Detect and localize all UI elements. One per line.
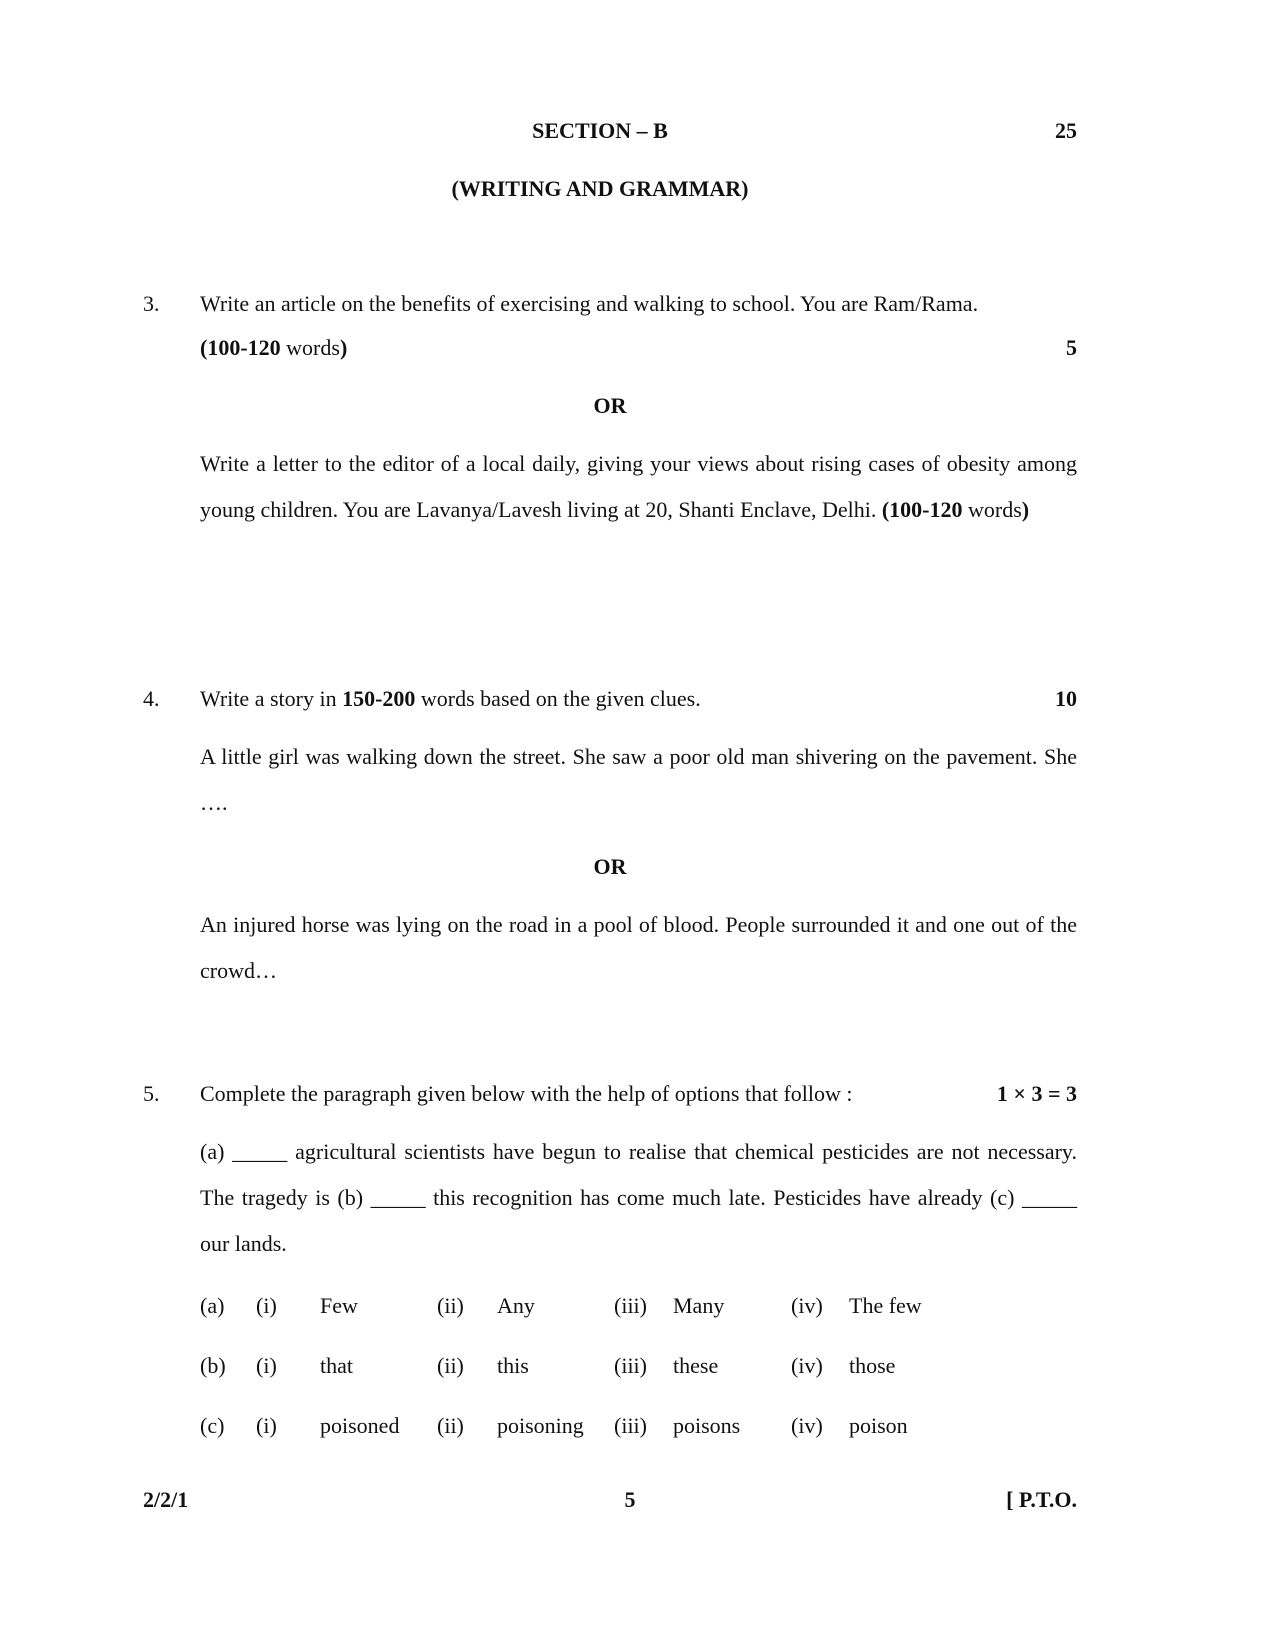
option-iii-text: Many — [673, 1293, 725, 1318]
q3-marks: 5 — [1066, 335, 1077, 360]
q4-text — [200, 686, 701, 712]
q3-word-close: ) — [339, 335, 348, 360]
option-iv-marker: (iv) — [791, 1353, 823, 1378]
option-iii-marker: (iii) — [614, 1353, 647, 1378]
q4-marks: 10 — [1055, 686, 1077, 711]
option-iv-marker: (iv) — [791, 1293, 823, 1318]
q3-text: Write an article on the benefits of exercising and walking to school. You are Ram/Rama. — [200, 291, 979, 316]
q3-alt-word-count: (100-120 — [881, 497, 963, 522]
q4-text-pre: Write a story in — [200, 686, 343, 711]
q3-word-count: (100-120 — [200, 335, 281, 360]
option-iv-text: poison — [849, 1413, 908, 1438]
option-ii-text: this — [497, 1353, 529, 1378]
q4-or: OR — [593, 854, 627, 879]
option-iv-text: The few — [849, 1293, 922, 1318]
option-i-text: poisoned — [320, 1413, 400, 1438]
page-number: 5 — [624, 1487, 636, 1512]
option-i-marker: (i) — [256, 1413, 277, 1438]
q5-text: Complete the paragraph given below with the help of options that follow : — [200, 1081, 853, 1106]
q5-number: 5. — [143, 1081, 160, 1106]
option-i-marker: (i) — [256, 1353, 277, 1378]
q4-word-count: 150-200 — [342, 686, 416, 711]
option-iv-marker: (iv) — [791, 1413, 823, 1438]
option-i-marker: (i) — [256, 1293, 277, 1318]
q5-paragraph: (a) _____ agricultural scientists have begun to realise that chemical pesticides are not necessary. The tragedy is (b) _____ this recognition has come much late. Pesticides have already (c) _____ our lands. — [200, 1139, 1077, 1256]
q4-clue-2: An injured horse was lying on the road in a pool of blood. People surrounded it and one out of the crowd… — [200, 912, 1077, 983]
section-marks: 25 — [1055, 118, 1077, 143]
option-ii-marker: (ii) — [437, 1413, 464, 1438]
q3-alt-word-close: ) — [1021, 497, 1030, 522]
q3-or: OR — [593, 393, 627, 418]
q3-alt-text: Write a letter to the editor of a local daily, giving your views about rising cases of obesity among young children. You are Lavanya/Lavesh living at 20, Shanti Enclave, Delhi. — [200, 451, 1077, 522]
q3-alternative — [200, 441, 1077, 533]
option-ii-marker: (ii) — [437, 1353, 464, 1378]
q4-clue-1: A little girl was walking down the street. She saw a poor old man shivering on the pavement. She …. — [200, 744, 1077, 815]
section-title: SECTION – B — [532, 118, 668, 143]
option-row-label: (a) — [200, 1293, 225, 1318]
option-iii-text: poisons — [673, 1413, 741, 1438]
q3-word-limit — [200, 335, 347, 361]
q3-word-unit: words — [280, 335, 340, 360]
q4-text-post: words based on the given clues. — [415, 686, 701, 711]
option-ii-marker: (ii) — [437, 1293, 464, 1318]
section-subtitle: (WRITING AND GRAMMAR) — [451, 176, 749, 201]
option-iv-text: those — [849, 1353, 896, 1378]
option-ii-text: poisoning — [497, 1413, 584, 1438]
q5-marks: 1 × 3 = 3 — [996, 1081, 1077, 1106]
q3-number: 3. — [143, 291, 160, 316]
q3-alt-word-unit: words — [962, 497, 1022, 522]
paper-code: 2/2/1 — [143, 1487, 189, 1512]
pto-marker: [ P.T.O. — [1006, 1487, 1077, 1512]
option-iii-marker: (iii) — [614, 1293, 647, 1318]
option-ii-text: Any — [497, 1293, 535, 1318]
option-iii-marker: (iii) — [614, 1413, 647, 1438]
option-row-label: (b) — [200, 1353, 226, 1378]
option-i-text: Few — [320, 1293, 358, 1318]
option-i-text: that — [320, 1353, 353, 1378]
option-iii-text: these — [673, 1353, 719, 1378]
q4-number: 4. — [143, 686, 160, 711]
option-row-label: (c) — [200, 1413, 225, 1438]
